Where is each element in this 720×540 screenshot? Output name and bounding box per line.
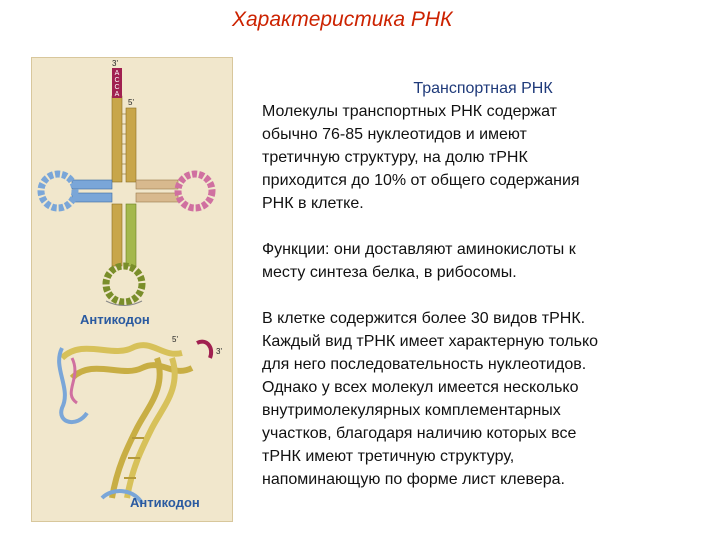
text-line: тРНК имеют третичную структуру,	[262, 448, 515, 465]
anticodon-stem	[106, 204, 142, 306]
acceptor-base: C	[114, 84, 120, 91]
text-line: третичную структуру, на долю тРНК	[262, 149, 528, 166]
slide-title: Характеристика РНК	[232, 8, 453, 31]
acceptor-stem	[112, 96, 136, 182]
anticodon-label-bottom: Антикодон	[130, 495, 200, 510]
prime-3-bottom: 3'	[216, 347, 222, 356]
text-line: месту синтеза белка, в рибосомы.	[262, 264, 517, 281]
trna-diagram-svg	[32, 58, 234, 523]
paragraph-functions	[262, 238, 694, 284]
acceptor-base: C	[114, 77, 120, 84]
anticodon-label-top: Антикодон	[80, 312, 150, 327]
text-line: Молекулы транспортных РНК содержат	[262, 103, 558, 120]
text-line: обычно 76-85 нуклеотидов и имеют	[262, 126, 527, 143]
text-line: напоминающую по форме лист клевера.	[262, 471, 565, 488]
text-line: Однако у всех молекул имеется несколько	[262, 379, 579, 396]
text-line: для него последовательность нуклеотидов.	[262, 356, 587, 373]
trna-3d-model	[59, 342, 211, 503]
text-line: РНК в клетке.	[262, 195, 364, 212]
prime-5-bottom: 5'	[172, 335, 178, 344]
text-line: В клетке содержится более 30 видов тРНК.	[262, 310, 586, 327]
text-line: приходится до 10% от общего содержания	[262, 172, 580, 189]
t-arm	[136, 174, 212, 208]
text-line: участков, благодаря наличию которых все	[262, 425, 577, 442]
trna-figure	[31, 57, 233, 522]
section-subtitle: Транспортная РНК	[413, 80, 553, 97]
acceptor-base: A	[114, 70, 120, 77]
paragraph-description	[262, 100, 694, 215]
text-line: внутримолекулярных комплементарных	[262, 402, 561, 419]
paragraph-structure	[262, 307, 694, 491]
d-arm	[41, 174, 112, 208]
prime-3-top: 3'	[112, 59, 118, 68]
acceptor-end	[112, 68, 122, 98]
content-text	[262, 77, 694, 514]
text-line: Каждый вид тРНК имеет характерную только	[262, 333, 599, 350]
acceptor-base: A	[114, 91, 120, 98]
prime-5-top: 5'	[128, 98, 134, 107]
text-line: Функции: они доставляют аминокислоты к	[262, 241, 576, 258]
